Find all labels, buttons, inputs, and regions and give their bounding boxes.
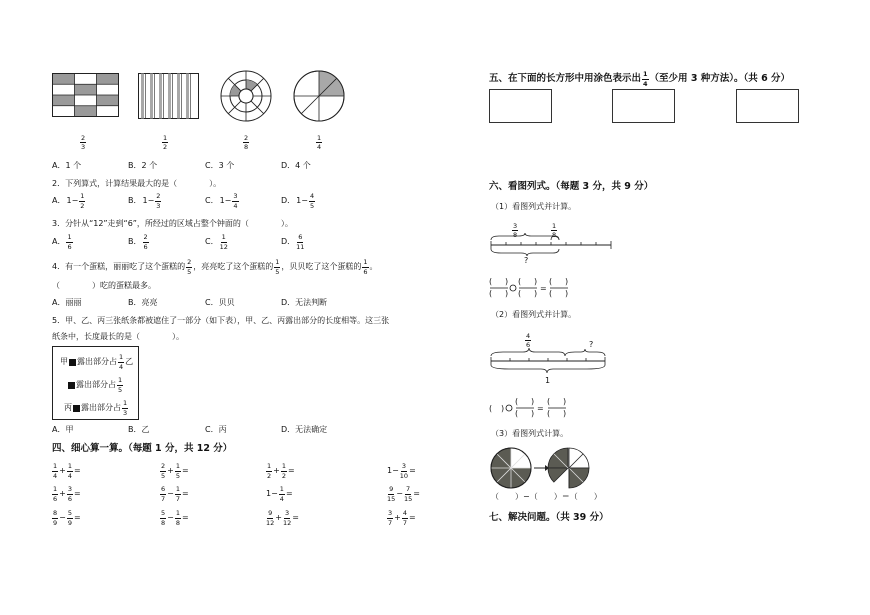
fraction: $\frac{1}{5}$: [175, 462, 180, 480]
q2-option-c[interactable]: C． 1− $\frac{3}{4}$: [205, 192, 238, 210]
operator: =: [285, 489, 293, 498]
operator: +: [275, 513, 282, 522]
fraction: $\frac{1}{4}$: [67, 462, 72, 480]
figure-grid-rectangle: [52, 73, 120, 117]
calc-expression[interactable]: [266, 510, 299, 526]
q5-option-b[interactable]: B．乙: [128, 425, 150, 434]
figure-quarter-circle: [293, 70, 345, 122]
calc-expression[interactable]: [160, 510, 189, 526]
svg-text:): ): [563, 409, 567, 418]
fraction: 6 7: [161, 485, 166, 503]
fraction: $\frac{3}{12}$: [282, 509, 292, 527]
svg-text:(: (: [518, 289, 522, 298]
q2-option-b[interactable]: B． 1− $\frac{2}{3}$: [128, 192, 161, 210]
q1-option-a[interactable]: A．1 个: [52, 161, 82, 170]
q5-row-jia: 甲 露出部分占 1 4 乙: [60, 353, 134, 371]
operator: −: [396, 489, 403, 498]
operator: =: [292, 513, 299, 522]
svg-text:): ): [534, 289, 538, 298]
figure-target-circle: [220, 70, 272, 122]
q4-option-c[interactable]: C．贝贝: [205, 298, 235, 307]
svg-text:(: (: [549, 277, 553, 286]
fraction: 3 7: [388, 509, 393, 527]
svg-text:(: (: [547, 397, 551, 406]
calc-expression[interactable]: [387, 486, 420, 502]
p1-question-mark: ?: [524, 256, 529, 265]
svg-text:): ): [563, 397, 567, 406]
svg-text:(: (: [549, 289, 553, 298]
calc-expression[interactable]: [266, 463, 295, 479]
q1-option-b[interactable]: B．2 个: [128, 161, 158, 170]
q5-stem-1: 5．甲、乙、丙三张纸条都被遮住了一部分（如下表），甲、乙、丙露出部分的长度相等。这三张: [52, 316, 390, 325]
q5-option-d[interactable]: D．无法确定: [281, 425, 328, 434]
operator: =: [409, 466, 416, 475]
p1-top-fraction-1: $\frac{3}{8}$: [513, 221, 518, 239]
cover-block-icon: [68, 382, 75, 389]
operator: 1−: [387, 466, 399, 475]
operator: −: [167, 513, 174, 522]
q5-row-bing: 丙 露出部分占 1 3: [64, 399, 128, 417]
q4-stem-line2: （ ）吃的蛋糕最多。: [52, 281, 156, 290]
shading-rectangle-2[interactable]: [612, 89, 675, 123]
calc-expression[interactable]: [52, 486, 81, 502]
cover-block-icon: [69, 359, 76, 366]
svg-text:=: =: [540, 284, 547, 293]
operator: =: [413, 489, 420, 498]
operator: =: [287, 466, 295, 475]
svg-text:): ): [505, 289, 509, 298]
calc-expression[interactable]: [52, 510, 81, 526]
shading-rectangle-3[interactable]: [736, 89, 799, 123]
number-line-diagram-1: [489, 232, 614, 262]
calc-expression[interactable]: [160, 463, 189, 479]
p2-question-mark: ?: [589, 340, 594, 349]
operator: 1−: [266, 489, 278, 498]
section4-title: 四、细心算一算。（每题 1 分，共 12 分）: [52, 443, 233, 454]
svg-text:): ): [565, 289, 569, 298]
q1-option-c[interactable]: C．3 个: [205, 161, 235, 170]
section5-title: 五、在下面的长方形中用涂色表示出 1 4 （至少用 3 种方法）。（共 6 分）: [489, 70, 790, 88]
p2-top-fraction: $\frac{4}{6}$: [526, 331, 531, 349]
q1-option-d[interactable]: D．4 个: [281, 161, 311, 170]
p1-answer-blanks[interactable]: [489, 277, 574, 299]
svg-text:): ): [531, 397, 535, 406]
sec6-part2-label: （2）看图列式并计算。: [491, 310, 577, 319]
svg-text:=: =: [537, 404, 544, 413]
fraction: $\frac{1}{8}$: [175, 509, 180, 527]
calc-expression[interactable]: [387, 463, 416, 479]
p2-answer-blanks[interactable]: [489, 397, 571, 419]
fraction: 9 12: [266, 509, 275, 527]
svg-text:(: (: [518, 277, 522, 286]
operator: =: [181, 466, 189, 475]
section7-title: 七、解决问题。（共 39 分）: [489, 512, 609, 523]
operator: +: [167, 466, 174, 475]
q3-option-a[interactable]: A． 1 6: [52, 233, 72, 251]
q3-option-d[interactable]: D． 6 11: [281, 233, 305, 251]
p2-bottom-label: 1: [545, 376, 551, 385]
q5-stem-2: 纸条中，长度最长的是（ ）。: [52, 332, 184, 341]
q5-option-c[interactable]: C．丙: [205, 425, 227, 434]
fraction: $\frac{1}{2}$: [281, 462, 286, 480]
operator: =: [408, 513, 416, 522]
cover-block-icon: [73, 405, 80, 412]
p3-formula[interactable]: （ ）−（ ）＝（ ）: [491, 492, 602, 501]
fraction: $\frac{5}{9}$: [67, 509, 72, 527]
pie-diagram-after-2: [567, 447, 591, 489]
operator: =: [73, 466, 81, 475]
q5-row-yi: 露出部分占 1 5: [68, 377, 123, 393]
fraction: 1 2: [267, 462, 272, 480]
q3-stem: 3．分针从“12”走到“6”，所经过的区域占整个钟面的（ ）。: [52, 219, 293, 228]
svg-text:): ): [501, 404, 505, 413]
fraction: 1 6: [53, 485, 58, 503]
figure-fraction-1: $\frac{2}{3}$: [81, 133, 86, 151]
operator: =: [181, 513, 189, 522]
svg-text:): ): [534, 277, 538, 286]
operator: +: [273, 466, 280, 475]
calc-expression[interactable]: [52, 463, 81, 479]
figure-fraction-3: $\frac{2}{8}$: [244, 133, 249, 151]
fraction: $\frac{1}{7}$: [175, 485, 180, 503]
calc-expression[interactable]: [387, 510, 416, 526]
q2-option-d[interactable]: D． 1− $\frac{4}{5}$: [281, 192, 315, 210]
figure-fraction-2: $\frac{1}{2}$: [163, 133, 168, 151]
operator: +: [59, 489, 66, 498]
svg-text:(: (: [489, 277, 493, 286]
svg-text:): ): [505, 277, 509, 286]
number-line-diagram-2: [489, 348, 609, 376]
fraction: $\frac{1}{4}$: [279, 485, 284, 503]
q4-option-d[interactable]: D．无法判断: [281, 298, 328, 307]
figure-striped-rectangle: [138, 73, 200, 119]
fraction: $\frac{3}{6}$: [67, 485, 72, 503]
svg-text:(: (: [515, 397, 519, 406]
fraction: 2 5: [161, 462, 166, 480]
operator: −: [167, 489, 174, 498]
fraction: 9 15: [387, 485, 396, 503]
operator: =: [73, 513, 81, 522]
q3-option-c[interactable]: C． 1 12: [205, 233, 228, 251]
section6-title: 六、看图列式。（每题 3 分，共 9 分）: [489, 181, 654, 192]
fraction: 1 4: [53, 462, 58, 480]
svg-text:(: (: [489, 289, 493, 298]
svg-text:): ): [531, 409, 535, 418]
p1-top-fraction-2: $\frac{1}{8}$: [552, 221, 557, 239]
svg-text:(: (: [547, 409, 551, 418]
pie-diagram-before: [490, 447, 532, 489]
q4-option-a[interactable]: A．丽丽: [52, 298, 82, 307]
q2-option-a[interactable]: A． 1− $\frac{1}{2}$: [52, 192, 85, 210]
operator: +: [394, 513, 401, 522]
calc-expression[interactable]: [266, 486, 293, 502]
operator: =: [73, 489, 81, 498]
q2-stem: 2．下列算式，计算结果最大的是（ ）。: [52, 179, 222, 188]
fraction: $\frac{4}{7}$: [402, 509, 407, 527]
q5-option-a[interactable]: A．甲: [52, 425, 74, 434]
fraction: $\frac{7}{15}$: [403, 485, 413, 503]
svg-text:(: (: [515, 409, 519, 418]
svg-text:): ): [565, 277, 569, 286]
sec6-part3-label: （3）看图列式计算。: [491, 429, 569, 438]
figure-fraction-4: $\frac{1}{4}$: [317, 133, 322, 151]
q3-option-b[interactable]: B． 2 6: [128, 233, 148, 251]
calc-expression[interactable]: [160, 486, 189, 502]
fraction: 5 8: [161, 509, 166, 527]
fraction: $\frac{3}{10}$: [399, 462, 409, 480]
q4-stem: 4．有一个蛋糕，丽丽吃了这个蛋糕的 2 5 ，亮亮吃了这个蛋糕的 1 5 ，贝贝吃了这个蛋糕的 1 6 。: [52, 258, 378, 276]
svg-text:(: (: [489, 404, 493, 413]
operator: −: [59, 513, 66, 522]
operator: +: [59, 466, 66, 475]
sec6-part1-label: （1）看图列式并计算。: [491, 202, 577, 211]
shading-rectangle-1[interactable]: [489, 89, 552, 123]
q4-option-b[interactable]: B．亮亮: [128, 298, 158, 307]
fraction: 8 9: [53, 509, 58, 527]
operator: =: [181, 489, 189, 498]
